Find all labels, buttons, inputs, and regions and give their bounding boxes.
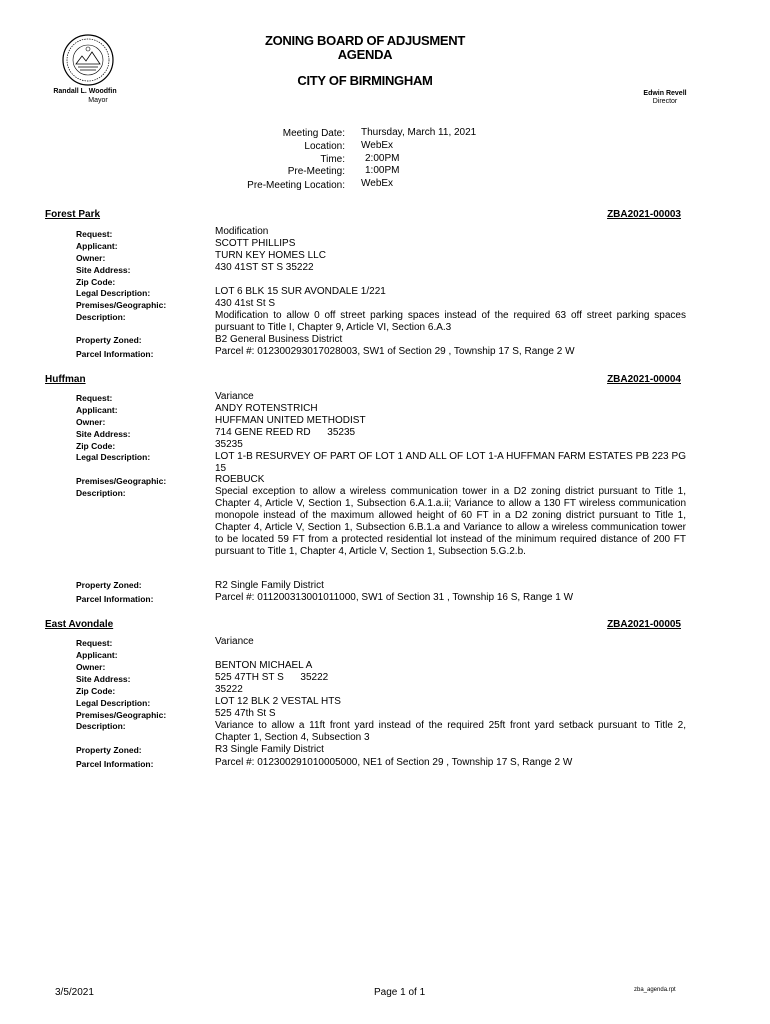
premises-label: Premises/Geographic: [76, 710, 167, 720]
description-value: Special exception to allow a wireless communication tower in a D2 zoning district pursuant to Title 1, Chapter 4, Article V, Section 1, Subsection 6.A.1.a.ii; Variance to allow a 130 FT wireless communication monopole instead of the maximum allowed height of 60 FT in a D2 zoning district pursuant to Title 1, Chapter 4, Article V, Section 1, Subsection 6.B.1.a and Variance to allow a wireless communication tower to be located 59 FT from a protected residential lot instead of the minimum required distance of 200 FT pursuant to Title 1, Chapter 4, Article V, Section 1, Subsection 5.G.2.b. [215, 486, 686, 557]
premises-value: 525 47th St S [215, 708, 276, 719]
time-label: Time: [320, 154, 345, 165]
case-number: ZBA2021-00005 [607, 619, 681, 630]
description-value: Variance to allow a 11ft front yard instead of the required 25ft front yard setback pursuant to Title 2, Chapter 1, Section 4, Subsection 3 [215, 720, 686, 743]
property-zoned-label: Property Zoned: [76, 745, 142, 755]
mayor-name: Randall L. Woodfin [53, 88, 117, 95]
parcel-label: Parcel Information: [76, 594, 154, 604]
parcel-value: Parcel #: 012300291010005000, NE1 of Section 29 , Township 17 S, Range 2 W [215, 757, 573, 768]
mayor-title: Mayor [88, 97, 108, 104]
legal-description-value: LOT 6 BLK 15 SUR AVONDALE 1/221 [215, 286, 386, 297]
zip-code-value: 35222 [215, 684, 243, 695]
zip-code-label: Zip Code: [76, 277, 116, 287]
agenda-subtitle: AGENDA [337, 47, 393, 62]
case-number: ZBA2021-00003 [607, 209, 681, 220]
site-address-label: Site Address: [76, 265, 131, 275]
owner-label: Owner: [76, 253, 106, 263]
site-address-label: Site Address: [76, 674, 131, 684]
time-value: 2:00PM [365, 153, 400, 164]
legal-description-label: Legal Description: [76, 288, 151, 298]
director-name: Edwin Revell [643, 90, 687, 97]
description-label: Description: [76, 312, 126, 322]
pre-meeting-label: Pre-Meeting: [287, 166, 345, 177]
property-zoned-value: R2 Single Family District [215, 580, 324, 591]
applicant-label: Applicant: [76, 405, 118, 415]
zip-code-label: Zip Code: [76, 441, 116, 451]
applicant-value: SCOTT PHILLIPS [215, 238, 296, 249]
owner-value: HUFFMAN UNITED METHODIST [215, 415, 366, 426]
site-address-label: Site Address: [76, 429, 131, 439]
city-name: CITY OF BIRMINGHAM [297, 73, 433, 88]
applicant-value: ANDY ROTENSTRICH [215, 403, 318, 414]
parcel-label: Parcel Information: [76, 349, 154, 359]
pre-meeting-location-label: Pre-Meeting Location: [247, 180, 345, 191]
premises-value: ROEBUCK [215, 474, 265, 485]
parcel-label: Parcel Information: [76, 759, 154, 769]
description-value: Modification to allow 0 off street parking spaces instead of the required 63 off street parking spaces pursuant to Title I, Chapter 9, Article VI, Section 6.A.3 [215, 310, 686, 333]
zip-code-label: Zip Code: [76, 686, 116, 696]
property-zoned-label: Property Zoned: [76, 335, 142, 345]
site-address-value: 714 GENE REED RD 35235 [215, 427, 356, 438]
location-label: Location: [304, 141, 345, 152]
zip-code-value: 35235 [215, 439, 243, 450]
applicant-label: Applicant: [76, 650, 118, 660]
case-area: Forest Park [45, 209, 101, 220]
request-label: Request: [76, 229, 113, 239]
site-address-value: 430 41ST ST S 35222 [215, 262, 314, 273]
meeting-date: Thursday, March 11, 2021 [361, 127, 477, 138]
request-label: Request: [76, 638, 113, 648]
legal-description-label: Legal Description: [76, 452, 151, 462]
property-zoned-label: Property Zoned: [76, 580, 142, 590]
case-area: Huffman [45, 374, 86, 385]
owner-value: BENTON MICHAEL A [215, 660, 313, 671]
request-value: Modification [215, 226, 269, 237]
site-address-value: 525 47TH ST S 35222 [215, 672, 329, 683]
case-area: East Avondale [45, 619, 114, 630]
owner-label: Owner: [76, 417, 106, 427]
description-label: Description: [76, 488, 126, 498]
agenda-title: ZONING BOARD OF ADJUSMENT [264, 33, 466, 48]
meeting-date-label: Meeting Date: [282, 128, 345, 139]
description-label: Description: [76, 721, 126, 731]
owner-label: Owner: [76, 662, 106, 672]
pre-meeting-location: WebEx [361, 178, 394, 189]
legal-description-value: LOT 1-B RESURVEY OF PART OF LOT 1 AND ALL OF LOT 1-A HUFFMAN FARM ESTATES PB 223 PG 15 [215, 451, 686, 474]
request-value: Variance [215, 636, 254, 647]
applicant-label: Applicant: [76, 241, 118, 251]
owner-value: TURN KEY HOMES LLC [215, 250, 326, 261]
parcel-value: Parcel #: 011200313001011000, SW1 of Section 31 , Township 16 S, Range 1 W [215, 592, 574, 603]
director-title: Director [652, 98, 678, 105]
parcel-value: Parcel #: 012300293017028003, SW1 of Section 29 , Township 17 S, Range 2 W [215, 346, 575, 357]
report-file-name: zba_agenda.rpt [634, 987, 676, 993]
request-value: Variance [215, 391, 254, 402]
print-date: 3/5/2021 [55, 987, 94, 998]
property-zoned-value: R3 Single Family District [215, 744, 324, 755]
premises-label: Premises/Geographic: [76, 476, 167, 486]
request-label: Request: [76, 393, 113, 403]
property-zoned-value: B2 General Business District [215, 334, 343, 345]
legal-description-label: Legal Description: [76, 698, 151, 708]
legal-description-value: LOT 12 BLK 2 VESTAL HTS [215, 696, 341, 707]
premises-value: 430 41st St S [215, 298, 276, 309]
pre-meeting-time: 1:00PM [365, 165, 400, 176]
premises-label: Premises/Geographic: [76, 300, 167, 310]
case-number: ZBA2021-00004 [607, 374, 681, 385]
location-value: WebEx [361, 140, 394, 151]
page-number: Page 1 of 1 [374, 987, 426, 998]
